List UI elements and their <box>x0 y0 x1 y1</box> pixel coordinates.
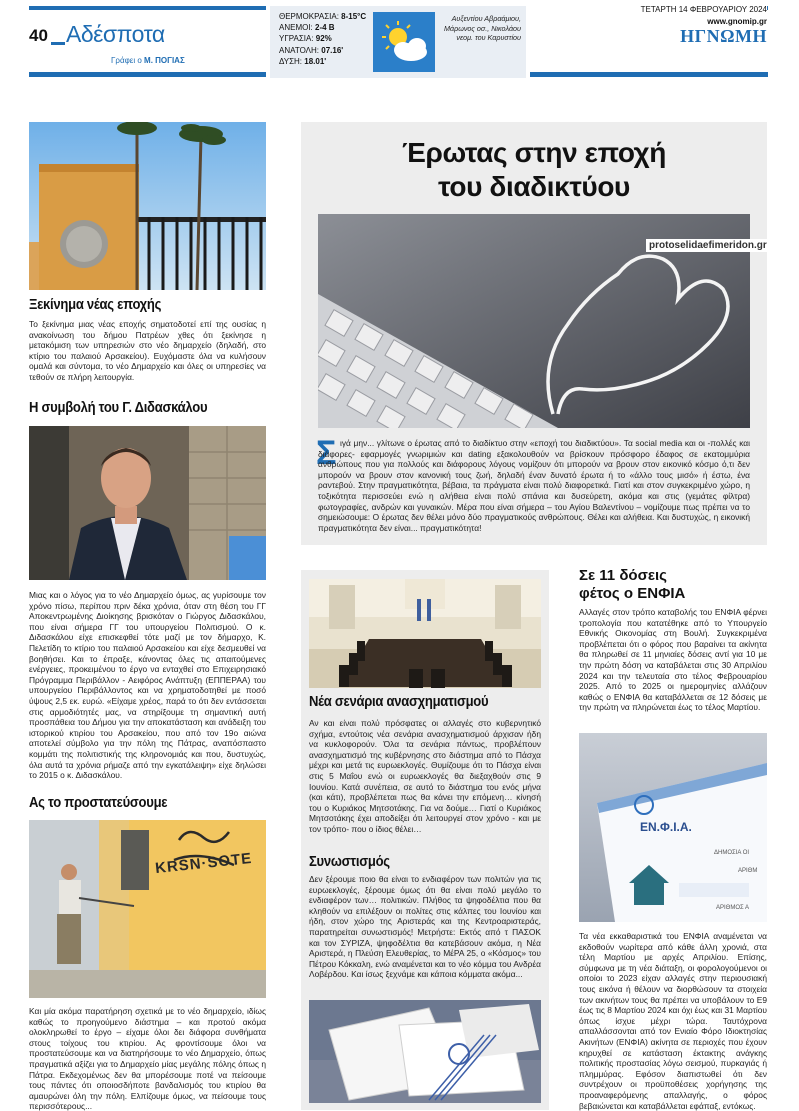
enfia-body-part1: Αλλαγές στον τρόπο καταβολής του ΕΝΦΙΑ φέρνει τροπολογία που κατατέθηκε από το Υπουργείο Εθνικής Οικονομίας στη Βουλή. Συγκεκριμένα προβλέπεται ότι ο φόρος που βαραίνει τα ακίνητα θα πληρωθεί σε 11 μηνιαίες δόσεις αντί για 10 με την πρώτη δόση να καταβάλεται στις 30 Απριλίου 2024 και την τελευταία στο τέλος Φεβρουαρίου 2025. Από το 2025 οι ημερομηνίες αλλάζουν καθώς ο ΕΝΦΙΑ θα καταβάλλεται σε 12 δόσεις με την πρώτη να πληρώνεται έως το τέλος Μαρτίου. <box>579 607 767 713</box>
graffiti-text: KRSN·SOTE <box>154 849 253 878</box>
page-number: 40 <box>29 26 48 45</box>
new-era-body: Το ξεκίνημα μιας νέας εποχής σηματοδοτεί επί της ουσίας η ανακοίνωση του δήμου Πατρέων χθες ότι ξεκίνησε η μετακόμιση των υπηρεσιών στο νέο δημαρχείο (δηλαδή, στο κτίριο του παλαιού Αρσακείου). Ευχόμαστε όλα να κυλήσουν ομαλά και σύντομα, το νέο Δημαρχείο και όλες οι υπηρεσίες να τεθούν σε πλήρη λειτουργία. <box>29 319 266 382</box>
weather-details <box>279 11 366 67</box>
enfia-body-part2: Τα νέα εκκαθαριστικά του ΕΝΦΙΑ αναμένεται να εκδοθούν νωρίτερα από κάθε άλλη χρονιά, στα τέλη Μαρτίου με αρχές Απριλίου. Επίσης, σύμφωνα με τη νέα διάταξη, οι φορολογούμενοι οι οποίοι το 2023 είχαν αλλαγές στην περιουσιακή τους εικόνα ή θέλουν να διορθώσουν τα στοιχεία των ακινήτων τους θα πρέπει να υποβάλουν το Ε9 έως τις 8 Μαρτίου 2024 και όχι έως και 31 Μαρτίου όπως ίσχυε μέχρι τώρα. Ταυτόχρονα απαλλάσσονται από τον Ενιαίο Φόρο Ιδιοκτησίας Ακινήτων (ΕΝΦΙΑ) ακίνητα σε περιοχές που έχουν κηρυχθεί σε κατάσταση έκτακτης ανάγκης πολιτικής προστασίας λόγω σεισμού, πυρκαγιάς ή πλημμύρας. Εφόσον διαπιστωθεί ότι δεν συντρέχουν οι προϋποθέσεις χορήγησης της προαναφερόμενης απαλλαγής, ο φόρος βεβαιώνεται και καταβάλλεται εφάπαξ, εντόκως. <box>579 931 767 1111</box>
graffiti-wall-photo <box>29 820 266 998</box>
arsakeio-gate-photo <box>29 122 266 290</box>
byline-prefix: Γράφει ο <box>111 56 142 65</box>
watermark: protoselidaefimeridon.gr <box>646 239 770 252</box>
didaskalou-title: Η συμβολή του Γ. Διδασκάλου <box>29 400 208 416</box>
didaskalou-body: Μιας και ο λόγος για το νέο Δημαρχείο όμως, ας γυρίσουμε τον χρόνο πίσω, περίπου πριν δέκα χρόνια, όταν στη θέση του ΓΓ Αποκεντρωμένης Διοίκησης βρισκόταν ο Γιώργος Διδασκάλου, που είναι σήμερα ΓΓ του υπουργείου Πολιτισμού. Ο κ. Διδασκάλου είχε επισκεφθεί τότε μαζί με τον δήμαρχο, Κ. Πελετίδη το κτίριο του παλαιού Αρσακείου και είχε δεσμευθεί να βοηθήσει. Και το έπραξε, κάνοντας όλες τις απαιτούμενες ενέργειες, προκειμένου το έργο να ενταχθεί στο Επιχειρησιακό Πρόγραμμα Περιβάλλον - Αειφόρος Ανάπτυξη (ΕΠΠΕΡΑΑ) του υπουργείου Περιβάλλοντος και να χρηματοδοτηθεί με ποσό ύψους 2,5 εκ. ευρώ. «Είχαμε χρέος, παρά το ότι δεν εντάσσεται στις αρμοδιότητές μας, να στηρίξουμε τη σημαντική αυτή προσπάθεια του Δήμου για την αποκατάσταση και ανάδειξη του ιστορικού κτιρίου του Αρσακείου, που από τον 19ο αιώνα αποτελεί σύμβολο για την πόλη της Πάτρας, αναπόσπαστο κομμάτι της πολιτιστικής της κληρονομιάς και που, δυστυχώς, όλα αυτά τα χρόνια ρήμαζε από την εγκατάλειψη» είχε δηλώσει το 2015 ο κ. Διδασκάλου. <box>29 590 266 781</box>
sunrise-row: ΑΝΑΤΟΛΗ: 07.16' <box>279 45 344 55</box>
protect-title: Ας το προστατεύσουμε <box>29 795 168 811</box>
website: www.gnomip.gr <box>707 17 767 26</box>
love-title-line1: Έρωτας στην εποχή <box>402 137 666 168</box>
humidity-row: ΥΓΡΑΣΙΑ: 92% <box>279 34 332 44</box>
enfia-doc-line1: ΔΗΜΟΣΙΑ ΟΙ <box>714 850 750 856</box>
new-era-title: Ξεκίνημα νέας εποχής <box>29 297 162 313</box>
temperature-row: ΘΕΡΜΟΚΡΑΣΙΑ: 8-15°C <box>279 12 367 21</box>
ballot-envelopes-photo <box>309 1000 541 1103</box>
sunset-row: ΔΥΣΗ: 18.01' <box>279 56 327 66</box>
header-bottom-bar-left <box>29 72 266 77</box>
love-body: ιγά μην... γλίτωνε ο έρωτας από το διαδίκτυο στην «εποχή του διαδικτύου». Τα social media και οι -πολλές και διάφορες- εφαρμογές γνωριμιών και dating εξακολουθούν να βρίσκουν πρόσφορο έδαφος σε εκατομμύρια ανθρώπους που για πολλούς και διάφορους λόγους νομίζουν ότι μπορούν να βρουν στον εικονικό κόσμο ό,τι δεν μπορούν να βρουν στον κανονική τους ζωή, δηλαδή έναν δυνατό έρωτα ή το «άλλο τους μισό» ή έστω, ένα ραντεβού. Στην πραγματικότητα, βέβαια, τα πράγματα είναι πολύ διαφορετικά. Γιατί και στον συγκεκριμένο χώρο, η τοξικότητα περισσεύει ενώ η αλήθεια είναι πολύ σπάνια και δυσεύρετη, ακόμα και στις (γεμάτες φίλτρα) φωτογραφίες, ανδρών και γυναικών. Μέρα που είναι σήμερα – του Αγίου Βαλεντίνου – νομίζουμε πως πρέπει να το σημειώσουμε: Ο έρωτας δεν θέλει μόνο δύο πραγματικούς ανθρώπους. Θέλει και αλήθεια. Και δυστυχώς, η εικονική πραγματικότητα δεν είναι... πραγματικότητα! <box>318 438 750 533</box>
enfia-doc-line2: ΑΡΙΘΜ <box>738 868 758 874</box>
crowding-title: Συνωστισμός <box>309 854 390 870</box>
love-drop-cap: Σ <box>316 434 337 472</box>
protect-body: Και μία ακόμα παρατήρηση σχετικά με το νέο δημαρχείο, ιδίως καθώς το προηγούμενο διάστημα – και προτού ακόμα ολοκληρωθεί το έργο – είχαμε όλοι δει διάφορα συνθήματα στους τοίχους του κτιρίου. Ας φροντίσουμε όλοι να προστατεύσουμε και να διατηρήσουμε το νέο Δημαρχείο, όπως πραγματικά αξίζει για το Δημαρχείο μίας μεγάλης πόλης όπως η Πάτρα. Εκδεχομένως δεν θα μπορέσουμε ποτέ να πείσουμε τους πάντες ότι οποιοσδήποτε βανδαλισμός του κτιρίου θα αμαυρώνει όλη την πόλη. Ελπίζουμε όμως, να πείσουμε τους περισσότερους... <box>29 1006 266 1111</box>
byline-author: Μ. ΠΟΓΙΑΣ <box>144 56 185 65</box>
section-title: Αδέσποτα <box>66 21 165 47</box>
byline <box>111 56 185 65</box>
partly-cloudy-icon <box>373 12 435 72</box>
name-days: Αυξεντίου Αβραάμιου, Μάρωνος οσ., Νικολάου νεομ. του Καρυστίου <box>444 14 521 43</box>
crowding-body: Δεν ξέρουμε ποιο θα είναι το ενδιαφέρον των πολιτών για τις ευρωεκλογές, ξέρουμε όμως ότι θα είναι πολύ μεγάλο το ενδιαφέρον των… πολιτικών. Πλήθος τα ψηφοδέλτια που θα κληθούν να επιλέξουν οι πολίτες στις κάλπες του Ιουνίου και ήδη, στον χώρο της Αριστεράς και της Κεντροαριστεράς, παρατηρείται συνωστισμός! Μετρήστε: Εκτός από τ ΠΑΣΟΚ και τον ΣΥΡΙΖΑ, ψηφοδέλτια θα κατεβάσουν ακόμα, η Νέα Αριστερά, η Πλεύση Ελευθερίας, το ΜέΡΑ 25, ο «Κόσμος» του Πέτρου Κόκκαλη, ενώ αναμένεται και το νέο κόμμα του Ανδρέα Λοβέρδου. Και ίσως ξεχνάμε και κάποια κόμματα ακόμα... <box>309 874 541 980</box>
issue-date: ΤΕΤΑΡΤΗ 14 ΦΕΒΡΟΥΑΡΙΟΥ 2024 <box>530 5 767 14</box>
cabinet-room-photo <box>309 579 541 688</box>
enfia-title-line1: Σε 11 δόσεις <box>579 567 667 584</box>
section-title-underline <box>51 42 65 45</box>
didaskalou-portrait-photo <box>29 426 266 580</box>
wind-row: ΑΝΕΜΟΙ: 2-4 Β <box>279 23 335 33</box>
header-top-bar-left <box>29 6 266 10</box>
enfia-title-line2: φέτος ο ΕΝΦΙΑ <box>579 585 686 602</box>
reshuffle-body: Αν και είναι πολύ πρόσφατες οι αλλαγές στο κυβερνητικό σχήμα, εντούτοις νέα σενάρια ανασχηματισμού άρχισαν ήδη να κυκλοφορούν. Όλα τα σενάρια πάντως, προβλέπουν ανασχηματισμό της κυβέρνησης στο διάστημα από το Πάσχα μέχρι και μετά τις ευρωεκλογές. Θυμίζουμε ότι το Πάσχα είναι στις 5 Μαΐου ενώ οι ευρωεκλογές θα διεξαχθούν στις 9 Ιουνίου. Κατά συνέπεια, σε αυτό το διάστημα του ενός μήνα (και κάτι), προβλέπεται πως θα κάνει την επόμενη… κίνησή του ο Κυριάκος Μητσοτάκης. Για να δούμε… Γιατί ο Κυριάκος Μητσοτάκης έχει αποδείξει ότι λειτουργεί στον χρόνο - και με τον τρόπο- που ο ίδιος θέλει… <box>309 718 541 834</box>
love-title-line2: του διαδικτύου <box>438 171 630 202</box>
enfia-doc-title: ΕΝ.Φ.Ι.Α. <box>640 820 692 834</box>
newspaper-logo: ΗΓΝΩΜΗ <box>680 26 767 46</box>
header-bottom-bar-right <box>530 72 768 77</box>
enfia-doc-line3: ΑΡΙΘΜΟΣ Α <box>716 905 750 911</box>
reshuffle-title: Νέα σενάρια ανασχηματισμού <box>309 694 489 710</box>
